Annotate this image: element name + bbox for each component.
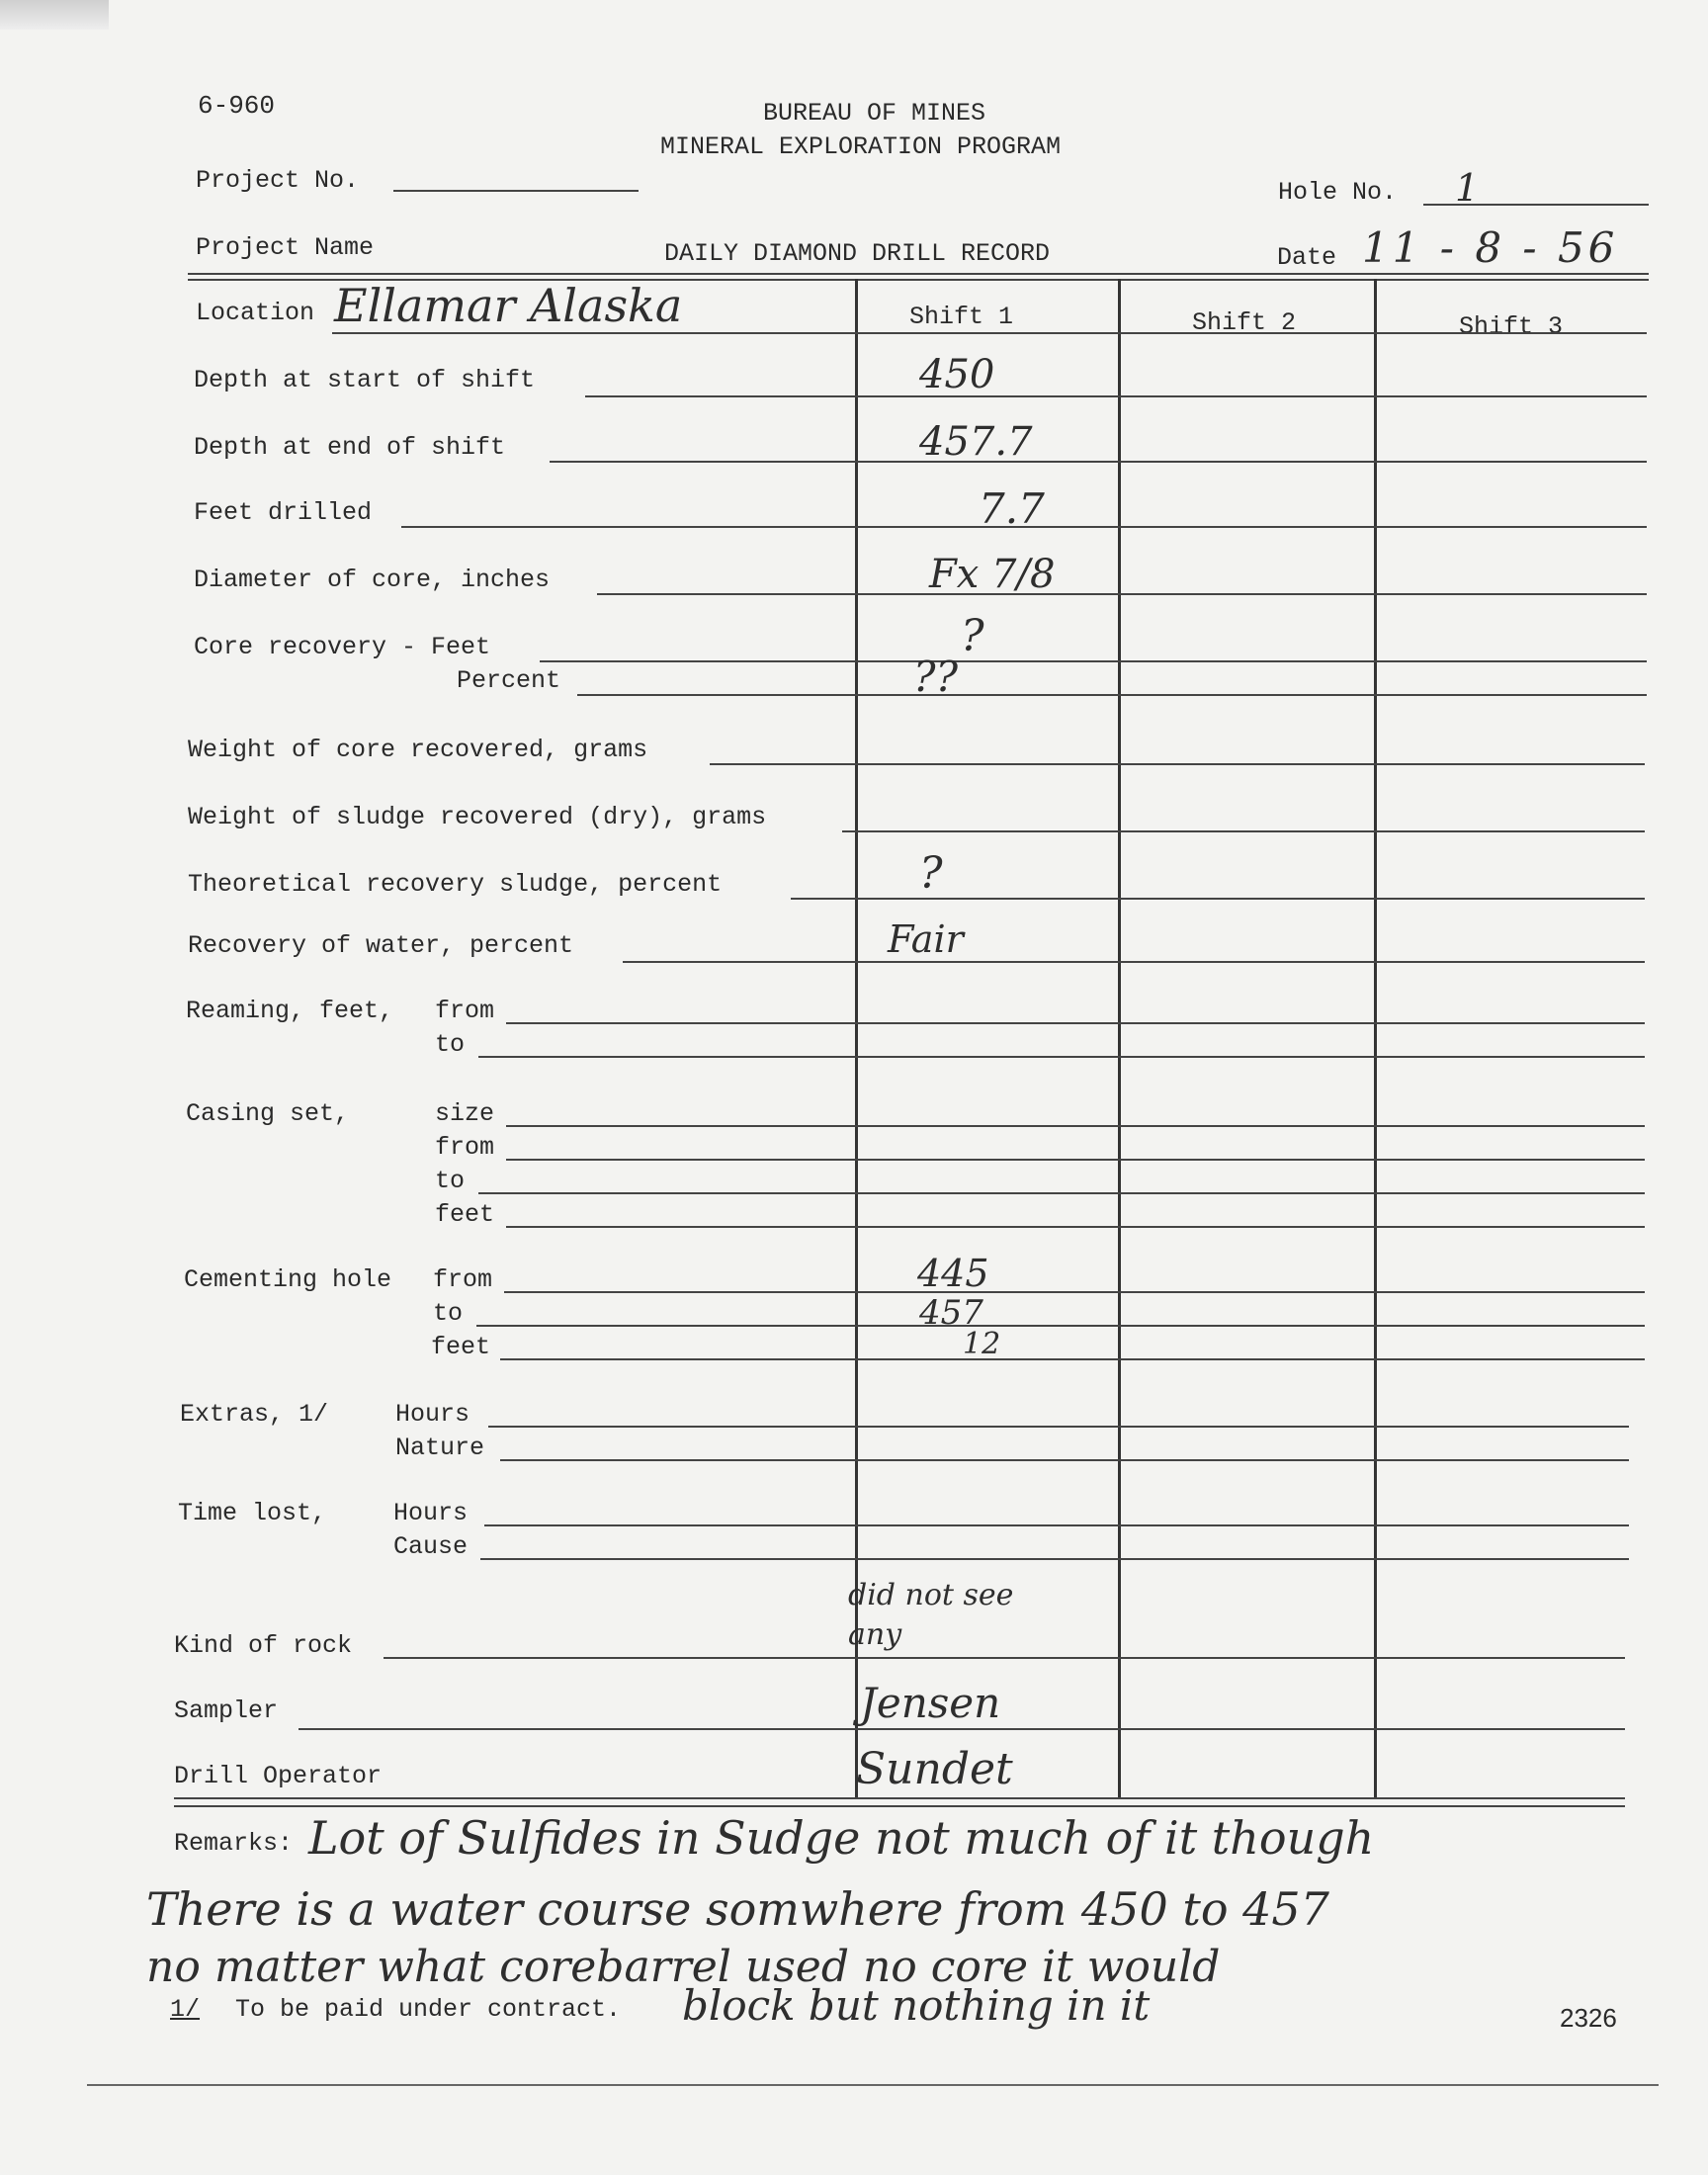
date-label: Date: [1277, 243, 1337, 272]
column-header-shift1: Shift 1: [909, 303, 1014, 331]
casing-feet-label: feet: [435, 1200, 495, 1229]
column-divider-3: [1374, 279, 1377, 1797]
theoretical-sludge-label: Theoretical recovery sludge, percent: [188, 870, 723, 899]
rock-shift1-line1: did not see: [848, 1578, 1014, 1612]
reaming-label: Reaming, feet,: [186, 997, 394, 1025]
extras-hours-label: Hours: [395, 1400, 470, 1429]
casing-to-line: [478, 1192, 1645, 1194]
core-recovery-percent-shift1: ??: [913, 652, 959, 701]
casing-size-line: [506, 1125, 1645, 1127]
diameter-line: [597, 593, 1647, 595]
footnote-text: To be paid under contract.: [235, 1995, 622, 2024]
core-recovery-percent-label: Percent: [457, 666, 561, 695]
casing-feet-line: [506, 1226, 1645, 1228]
casing-label: Casing set,: [186, 1099, 350, 1128]
extras-nature-label: Nature: [395, 1434, 485, 1462]
core-recovery-feet-label: Core recovery - Feet: [194, 633, 491, 661]
project-no-label: Project No.: [196, 166, 360, 195]
column-divider-2: [1118, 279, 1121, 1797]
cementing-from-label: from: [433, 1265, 493, 1294]
casing-to-label: to: [435, 1167, 466, 1195]
reaming-to-label: to: [435, 1030, 466, 1059]
project-no-line: [393, 190, 639, 192]
reaming-to-line: [478, 1056, 1645, 1058]
form-code: 6-960: [198, 91, 276, 121]
depth-end-line: [550, 461, 1647, 463]
weight-sludge-label: Weight of sludge recovered (dry), grams: [188, 803, 767, 831]
diameter-shift1: Fx 7/8: [929, 552, 1056, 597]
kind-of-rock-label: Kind of rock: [174, 1631, 353, 1660]
core-recovery-feet-shift1: ?: [961, 611, 984, 661]
header-rule-1: [188, 273, 1649, 275]
casing-from-line: [506, 1159, 1645, 1161]
time-lost-hours-label: Hours: [393, 1499, 469, 1527]
depth-end-label: Depth at end of shift: [194, 433, 506, 462]
drill-operator-label: Drill Operator: [174, 1762, 383, 1790]
drill-operator-shift1: Sundet: [856, 1744, 1013, 1794]
location-value: Ellamar Alaska: [334, 279, 683, 332]
kind-of-rock-line: [384, 1657, 1625, 1659]
agency-title: BUREAU OF MINES: [763, 99, 986, 128]
location-label: Location: [196, 299, 315, 327]
footnote-marker: 1/: [170, 1995, 201, 2024]
column-header-shift3: Shift 3: [1459, 312, 1564, 341]
time-lost-hours-line: [484, 1524, 1629, 1526]
column-header-shift2: Shift 2: [1192, 308, 1297, 337]
sampler-label: Sampler: [174, 1696, 279, 1725]
extras-label: Extras, 1/: [180, 1400, 329, 1429]
weight-core-label: Weight of core recovered, grams: [188, 736, 648, 764]
casing-size-label: size: [435, 1099, 495, 1128]
rock-shift1-line2: any: [848, 1617, 902, 1652]
sampler-shift1: Jensen: [860, 1679, 1001, 1727]
feet-drilled-label: Feet drilled: [194, 498, 373, 527]
page-bottom-edge: [87, 2084, 1659, 2086]
date-value: 11 - 8 - 56: [1362, 223, 1619, 272]
depth-end-shift1: 457.7: [919, 419, 1033, 465]
column-divider-1: [855, 279, 858, 1797]
time-lost-cause-label: Cause: [393, 1532, 469, 1561]
extras-nature-line: [500, 1459, 1629, 1461]
diameter-label: Diameter of core, inches: [194, 566, 551, 594]
project-name-label: Project Name: [196, 233, 375, 262]
location-line: [332, 332, 1647, 334]
program-title: MINERAL EXPLORATION PROGRAM: [660, 132, 1062, 161]
time-lost-cause-line: [480, 1558, 1629, 1560]
remarks-line2: There is a water course somwhere from 450 to 457: [146, 1882, 1329, 1936]
casing-from-label: from: [435, 1133, 495, 1162]
hole-no-value: 1: [1455, 166, 1480, 210]
cementing-to-line: [476, 1325, 1645, 1327]
form-title: DAILY DIAMOND DRILL RECORD: [664, 239, 1051, 268]
cementing-to-shift1: 457: [919, 1293, 983, 1333]
remarks-label: Remarks:: [174, 1829, 294, 1858]
remarks-line3: no matter what corebarrel used no core it would: [146, 1942, 1221, 1992]
water-recovery-shift1: Fair: [888, 917, 964, 961]
reaming-from-line: [506, 1022, 1645, 1024]
remarks-line4: block but nothing in it: [682, 1981, 1151, 2030]
depth-start-line: [585, 395, 1647, 397]
cementing-feet-line: [500, 1358, 1645, 1360]
cementing-label: Cementing hole: [184, 1265, 392, 1294]
sampler-line: [299, 1728, 1625, 1730]
core-recovery-percent-line: [577, 694, 1647, 696]
cementing-feet-shift1: 12: [963, 1327, 1001, 1361]
weight-sludge-line: [842, 830, 1645, 832]
depth-start-label: Depth at start of shift: [194, 366, 536, 394]
theoretical-sludge-line: [791, 898, 1645, 900]
feet-drilled-line: [401, 526, 1647, 528]
weight-core-line: [710, 763, 1645, 765]
core-recovery-feet-line: [540, 660, 1647, 662]
footer-rule-1: [174, 1797, 1625, 1799]
reaming-from-label: from: [435, 997, 495, 1025]
cementing-from-line: [504, 1291, 1645, 1293]
cementing-feet-label: feet: [431, 1333, 491, 1361]
theoretical-sludge-shift1: ?: [919, 848, 943, 899]
time-lost-label: Time lost,: [178, 1499, 327, 1527]
hole-no-label: Hole No.: [1278, 178, 1398, 207]
extras-hours-line: [488, 1426, 1629, 1428]
scan-corner-shadow: [0, 0, 109, 30]
remarks-line1: Lot of Sulfides in Sudge not much of it though: [308, 1811, 1375, 1865]
cementing-to-label: to: [433, 1299, 464, 1328]
water-recovery-line: [623, 961, 1645, 963]
depth-start-shift1: 450: [919, 352, 995, 397]
water-recovery-label: Recovery of water, percent: [188, 931, 574, 960]
footer-rule-2: [174, 1805, 1625, 1807]
cementing-from-shift1: 445: [917, 1252, 989, 1295]
document-number: 2326: [1560, 2003, 1617, 2033]
feet-drilled-shift1: 7.7: [979, 484, 1045, 533]
